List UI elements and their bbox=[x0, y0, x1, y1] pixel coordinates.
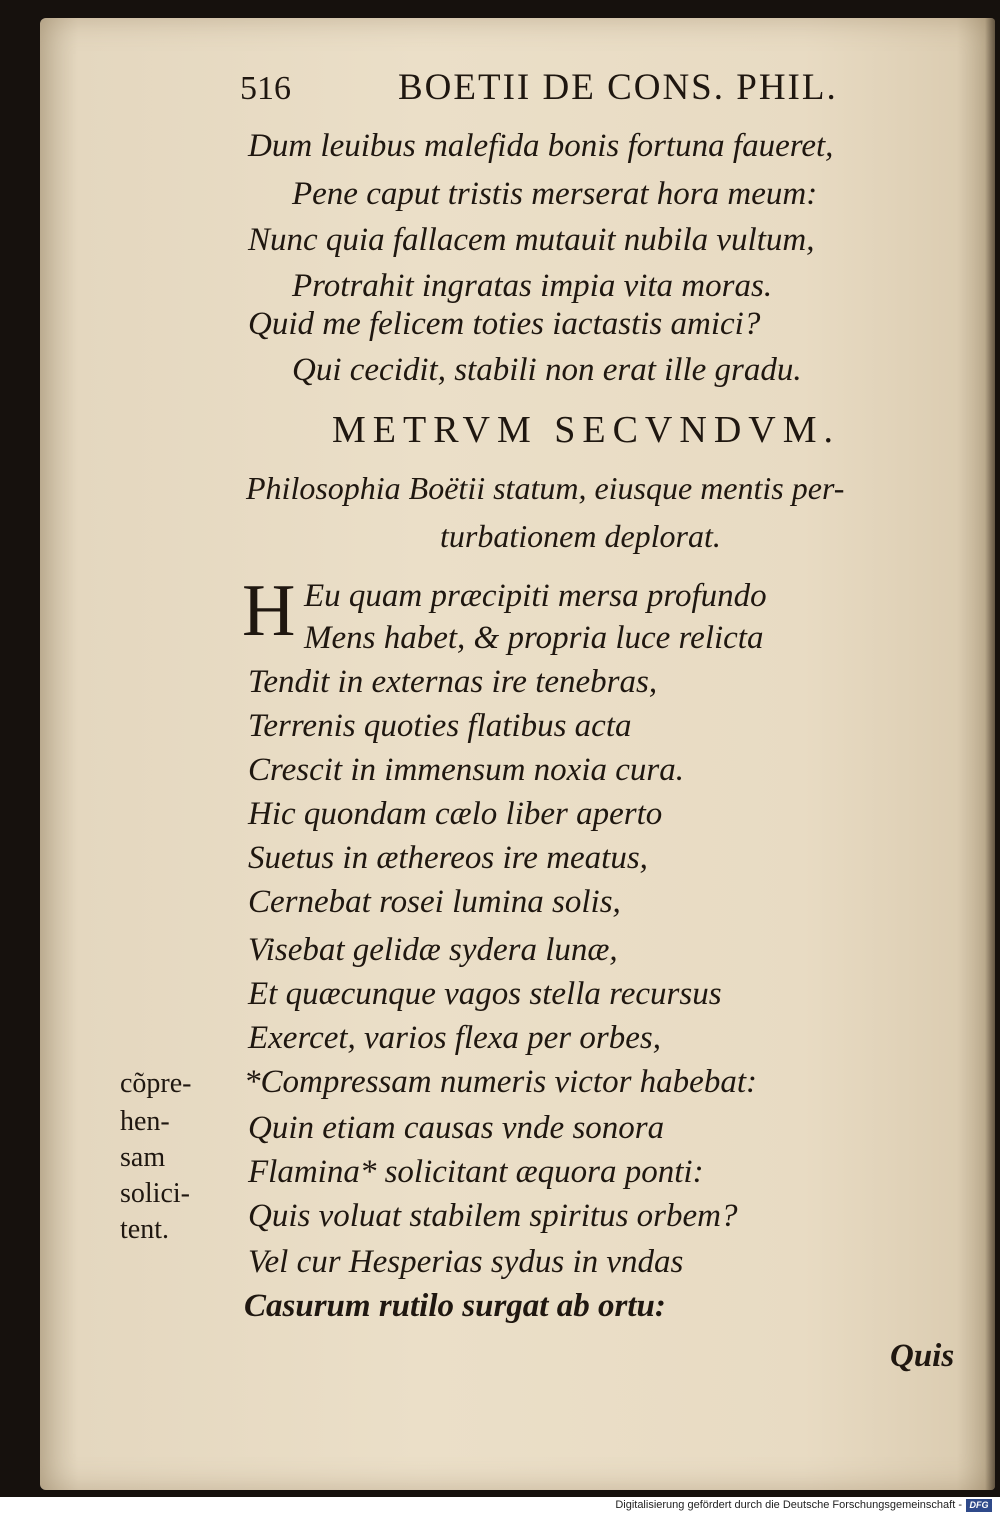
drop-capital: H bbox=[242, 570, 296, 652]
verse-line: Visebat gelidæ sydera lunæ, bbox=[248, 932, 618, 968]
verse-line: Dum leuibus malefida bonis fortuna faueret, bbox=[248, 128, 834, 164]
verse-line: Exercet, varios flexa per orbes, bbox=[248, 1020, 661, 1056]
verse-line: Flamina* solicitant æquora ponti: bbox=[248, 1154, 704, 1190]
catchword: Quis bbox=[890, 1338, 955, 1374]
verse-line: Mens habet, & propria luce relicta bbox=[304, 620, 764, 656]
page-header bbox=[240, 66, 900, 116]
verse-line: Vel cur Hesperias sydus in vndas bbox=[248, 1244, 684, 1280]
verse-line: Et quæcunque vagos stella recursus bbox=[248, 976, 722, 1012]
footer-bar bbox=[0, 1497, 1000, 1515]
verse-line: Qui cecidit, stabili non erat ille gradu. bbox=[292, 352, 802, 388]
verse-line: Quid me felicem toties iactastis amici? bbox=[248, 306, 761, 342]
marginal-note-line: hen- bbox=[120, 1106, 170, 1137]
verse-line: Crescit in immensum noxia cura. bbox=[248, 752, 684, 788]
verse-line: Terrenis quoties flatibus acta bbox=[248, 708, 632, 744]
verse-line: Suetus in æthereos ire meatus, bbox=[248, 840, 648, 876]
verse-line: Eu quam præcipiti mersa profundo bbox=[304, 578, 767, 614]
marginal-note-line: cõpre- bbox=[120, 1068, 192, 1099]
running-head: BOETII DE CONS. PHIL. bbox=[398, 67, 838, 108]
marginal-note-line: solici- bbox=[120, 1178, 190, 1209]
footer-credit: Digitalisierung gefördert durch die Deutsche Forschungsgemeinschaft - bbox=[615, 1499, 962, 1511]
verse-line: Casurum rutilo surgat ab ortu: bbox=[244, 1288, 666, 1324]
verse-line: Quis voluat stabilem spiritus orbem? bbox=[248, 1198, 738, 1234]
verse-line: *Compressam numeris victor habebat: bbox=[244, 1064, 757, 1100]
verse-line: Cernebat rosei lumina solis, bbox=[248, 884, 621, 920]
argument-line: turbationem deplorat. bbox=[440, 518, 721, 554]
page-number: 516 bbox=[240, 70, 291, 107]
verse-line: Pene caput tristis merserat hora meum: bbox=[292, 176, 818, 212]
section-heading: METRVM SECVNDVM. bbox=[332, 409, 840, 451]
verse-line: Nunc quia fallacem mutauit nubila vultum, bbox=[248, 222, 815, 258]
argument-line: Philosophia Boëtii statum, eiusque mentis per- bbox=[246, 470, 845, 506]
page-edge-shadow bbox=[985, 18, 995, 1490]
verse-line: Quin etiam causas vnde sonora bbox=[248, 1110, 665, 1146]
marginal-note-line: tent. bbox=[120, 1214, 169, 1245]
verse-line: Tendit in externas ire tenebras, bbox=[248, 664, 658, 700]
dfg-logo: DFG bbox=[966, 1499, 992, 1512]
marginal-note-line: sam bbox=[120, 1142, 166, 1173]
verse-line: Hic quondam cælo liber aperto bbox=[248, 796, 663, 832]
verse-line: Protrahit ingratas impia vita moras. bbox=[292, 268, 773, 304]
